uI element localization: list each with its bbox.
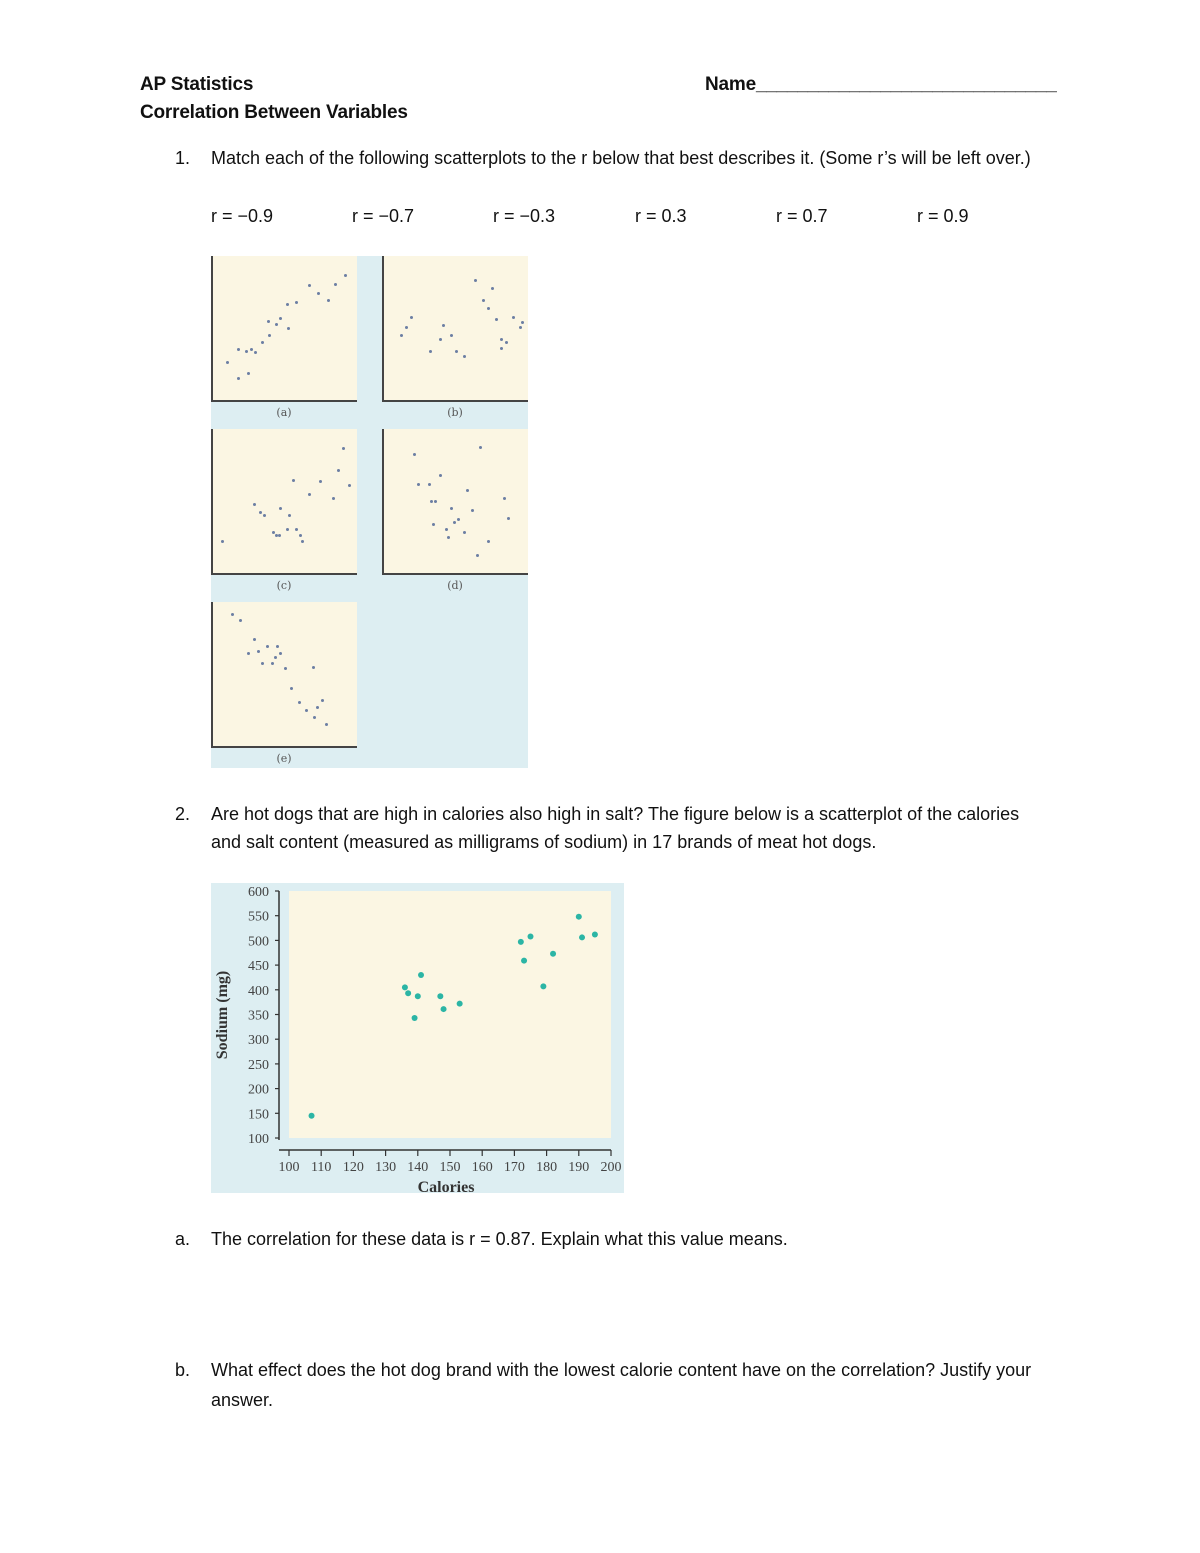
scatter-point [261,662,264,665]
scatter-point [254,351,257,354]
scatter-point [295,528,298,531]
hotdog-data-point [592,931,598,937]
scatterplot-b-label: (b) [447,406,463,419]
q2b-text-line1: What effect does the hot dog brand with the lowest calorie content have on the correlation? Justify your [211,1360,1032,1380]
scatter-point [439,474,442,477]
scatter-point [312,666,315,669]
scatter-point [476,554,479,557]
scatterplot-d-label: (d) [447,579,463,592]
scatter-point [428,483,431,486]
scatter-point [263,514,266,517]
scatterplot-c-label: (c) [276,579,292,592]
scatter-point [305,709,308,712]
hotdog-data-point [521,958,527,964]
scatterplot-figure [211,256,528,768]
scatter-point [410,316,413,319]
y-tick-label: 450 [248,959,269,975]
scatterplot-e [211,602,357,748]
scatterplot-c [211,429,357,575]
y-tick-label: 550 [248,909,269,925]
q2a-text: The correlation for these data is r = 0.87. Explain what this value means. [211,1229,788,1249]
x-tick-label: 140 [407,1160,429,1175]
scatter-point [276,645,279,648]
worksheet-title: Correlation Between Variables [140,102,408,123]
q2b-text-line2: answer. [211,1390,274,1410]
hotdog-data-point [415,993,421,999]
x-tick-label: 110 [310,1160,332,1175]
scatter-point [447,536,450,539]
scatter-point [313,716,316,719]
hotdog-data-point [412,1015,418,1021]
scatter-point [471,509,474,512]
scatter-point [286,528,289,531]
scatter-point [521,321,524,324]
hotdog-data-point [518,939,524,945]
scatter-point [500,347,503,350]
scatter-point [247,652,250,655]
scatter-point [432,523,435,526]
r-option-3: r = −0.3 [493,206,556,226]
scatter-point [429,350,432,353]
scatter-point [491,287,494,290]
scatter-point [417,483,420,486]
r-option-4: r = 0.3 [635,206,687,226]
scatter-point [279,317,282,320]
scatter-point [319,480,322,483]
x-tick-label: 130 [375,1160,397,1175]
scatter-point [453,521,456,524]
scatter-point [474,279,477,282]
scatter-point [457,518,460,521]
scatter-point [321,699,324,702]
hotdog-plot-area [289,891,611,1138]
y-tick-label: 300 [248,1033,269,1049]
scatter-point [239,619,242,622]
q1-number: 1. [175,148,191,168]
scatter-point [267,320,270,323]
scatter-point [463,355,466,358]
y-tick-label: 100 [248,1132,269,1147]
scatter-point [250,348,253,351]
name-field[interactable]: Name_____________________________ [705,74,1057,95]
r-option-6: r = 0.9 [917,206,969,226]
hotdog-data-point [418,972,424,978]
scatter-point [450,507,453,510]
scatter-point [226,361,229,364]
scatter-point [344,274,347,277]
scatter-point [442,324,445,327]
scatter-point [295,301,298,304]
scatter-point [505,341,508,344]
scatterplot-a [211,256,357,402]
scatterplot-b [382,256,528,402]
scatter-point [257,650,260,653]
scatter-point [519,326,522,329]
x-axis-title: Calories [417,1179,475,1193]
hotdog-data-point [579,934,585,940]
scatter-point [482,299,485,302]
q2a-label: a. [175,1229,191,1249]
x-tick-label: 100 [278,1160,300,1175]
scatter-point [434,500,437,503]
hotdog-data-point [405,990,411,996]
scatter-point [259,511,262,514]
q2b-label: b. [175,1360,191,1380]
y-tick-label: 500 [248,934,269,950]
r-option-5: r = 0.7 [776,206,828,226]
scatter-point [495,318,498,321]
scatter-point [463,531,466,534]
hotdog-data-point [576,914,582,920]
scatter-point [274,656,277,659]
q2-prompt-line2: and salt content (measured as milligrams of sodium) in 17 brands of meat hot dogs. [211,832,877,852]
scatter-point [237,348,240,351]
y-axis-title: Sodium (mg) [214,970,231,1060]
r-option-2: r = −0.7 [352,206,415,226]
scatter-point [479,446,482,449]
scatter-point [299,534,302,537]
scatter-point [455,350,458,353]
q2-number: 2. [175,804,191,824]
scatter-point [342,447,345,450]
hotdog-scatterplot [211,883,624,1193]
hotdog-data-point [457,1001,463,1007]
scatter-point [275,323,278,326]
scatter-point [279,652,282,655]
y-tick-label: 400 [248,983,269,999]
y-tick-label: 200 [248,1082,269,1098]
x-tick-label: 180 [536,1160,558,1175]
scatter-point [439,338,442,341]
scatterplot-e-label: (e) [276,752,292,765]
hotdog-data-point [441,1006,447,1012]
x-tick-label: 120 [342,1160,364,1175]
scatter-point [247,372,250,375]
y-tick-label: 600 [248,885,269,900]
scatter-point [503,497,506,500]
scatter-point [268,334,271,337]
hotdog-data-point [540,983,546,989]
scatter-point [450,334,453,337]
scatter-point [290,687,293,690]
scatter-point [337,469,340,472]
hotdog-data-point [550,951,556,957]
y-tick-label: 150 [248,1107,269,1123]
scatter-point [286,303,289,306]
scatter-point [284,667,287,670]
scatter-point [308,284,311,287]
scatter-point [500,338,503,341]
scatter-point [317,292,320,295]
hotdog-data-point [309,1113,315,1119]
scatter-point [316,706,319,709]
q1-prompt: Match each of the following scatterplots to the r below that best describes it. (Some r’s will be left over.) [211,148,1031,168]
scatter-point [237,377,240,380]
scatter-point [271,662,274,665]
scatter-point [253,503,256,506]
scatter-point [512,316,515,319]
scatter-point [445,528,448,531]
scatter-point [298,701,301,704]
x-tick-label: 190 [568,1160,590,1175]
scatter-point [466,489,469,492]
scatterplot-a-label: (a) [276,406,292,419]
x-tick-label: 170 [503,1160,525,1175]
hotdog-data-point [402,984,408,990]
hotdog-data-point [437,993,443,999]
scatter-point [308,493,311,496]
scatter-point [292,479,295,482]
scatter-point [334,283,337,286]
scatter-point [327,299,330,302]
x-tick-label: 200 [600,1160,622,1175]
scatter-point [487,540,490,543]
scatter-point [266,645,269,648]
scatter-point [288,514,291,517]
y-tick-label: 350 [248,1008,269,1024]
x-tick-label: 150 [439,1160,461,1175]
scatter-point [507,517,510,520]
scatter-point [245,350,248,353]
scatterplot-d [382,429,528,575]
x-tick-label: 160 [471,1160,493,1175]
scatter-point [287,327,290,330]
y-tick-label: 250 [248,1057,269,1073]
scatter-point [279,507,282,510]
r-option-1: r = −0.9 [211,206,274,226]
scatter-point [301,540,304,543]
scatter-point [261,341,264,344]
scatter-point [253,638,256,641]
scatter-point [325,723,328,726]
hotdog-data-point [528,933,534,939]
scatter-point [231,613,234,616]
scatter-point [348,484,351,487]
scatter-point [413,453,416,456]
scatter-point [405,326,408,329]
q2-prompt-line1: Are hot dogs that are high in calories also high in salt? The figure below is a scatterplot of the calories [211,804,1020,824]
scatter-point [400,334,403,337]
course-title: AP Statistics [140,74,254,95]
scatter-point [221,540,224,543]
scatter-point [278,534,281,537]
scatter-point [332,497,335,500]
scatter-point [487,307,490,310]
scatter-point [430,500,433,503]
